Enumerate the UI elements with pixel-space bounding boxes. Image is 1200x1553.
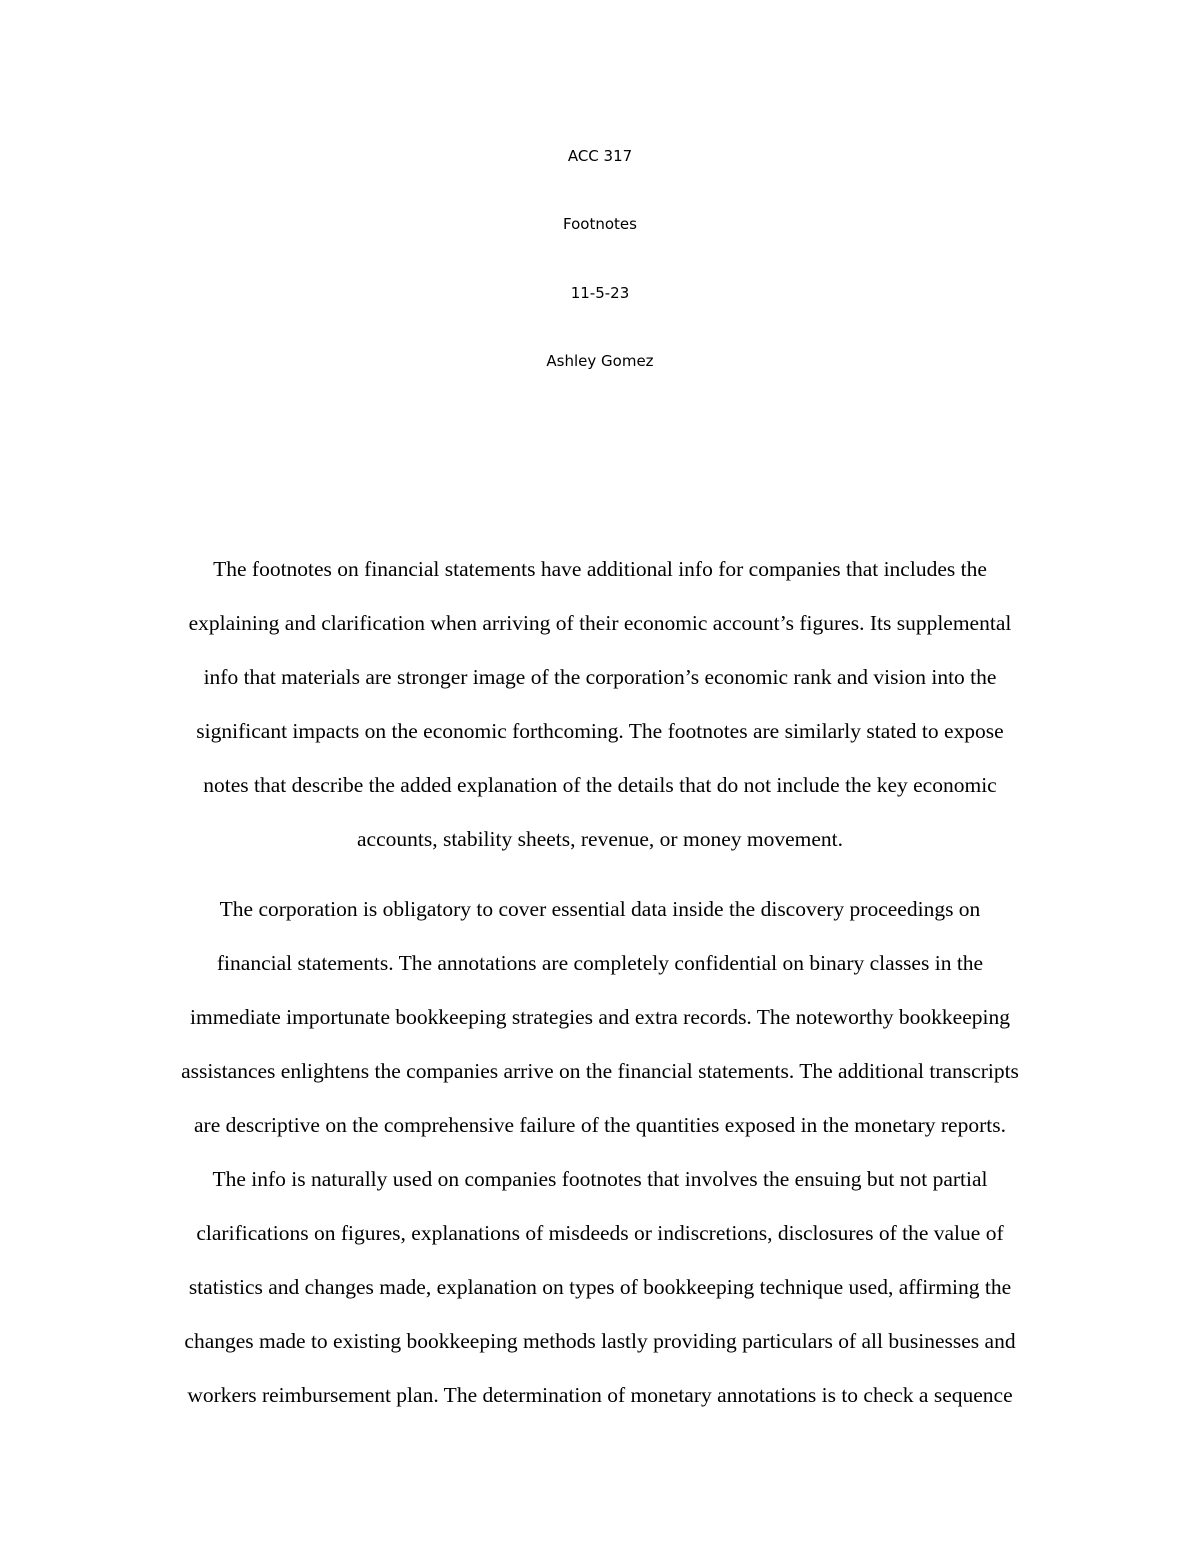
author-name: Ashley Gomez [546, 352, 654, 370]
paragraph-line: accounts, stability sheets, revenue, or money movement. [356, 827, 843, 851]
paragraph-line: changes made to existing bookkeeping methods lastly providing particulars of all businesses and [184, 1329, 1016, 1353]
paragraph-line: workers reimbursement plan. The determination of monetary annotations is to check a sequence [187, 1383, 1013, 1407]
paragraph-line: assistances enlightens the companies arrive on the financial statements. The additional transcripts [181, 1059, 1019, 1083]
paragraph-line: The info is naturally used on companies footnotes that involves the ensuing but not partial [212, 1167, 988, 1191]
course-code: ACC 317 [567, 147, 633, 165]
document-date: 11-5-23 [570, 284, 630, 302]
paragraph-line: immediate importunate bookkeeping strategies and extra records. The noteworthy bookkeeping [190, 1005, 1010, 1029]
paragraph-line: financial statements. The annotations are completely confidential on binary classes in the [216, 951, 984, 975]
paragraph-line: The footnotes on financial statements have additional info for companies that includes the [213, 557, 987, 581]
paragraph-line: are descriptive on the comprehensive failure of the quantities exposed in the monetary reports. [194, 1113, 1006, 1137]
paragraph-line: explaining and clarification when arriving of their economic account’s figures. Its supplemental [188, 611, 1012, 635]
paragraph-line: statistics and changes made, explanation on types of bookkeeping technique used, affirming the [188, 1275, 1012, 1299]
paragraph-line: info that materials are stronger image of the corporation’s economic rank and vision into the [203, 665, 997, 689]
document-title: Footnotes [563, 215, 637, 233]
paragraph-line: significant impacts on the economic forthcoming. The footnotes are similarly stated to expose [196, 719, 1004, 743]
paragraph-line: The corporation is obligatory to cover essential data inside the discovery proceedings on [219, 897, 981, 921]
paragraph-line: clarifications on figures, explanations of misdeeds or indiscretions, disclosures of the value of [196, 1221, 1004, 1245]
paragraph-line: notes that describe the added explanation of the details that do not include the key economic [203, 773, 997, 797]
